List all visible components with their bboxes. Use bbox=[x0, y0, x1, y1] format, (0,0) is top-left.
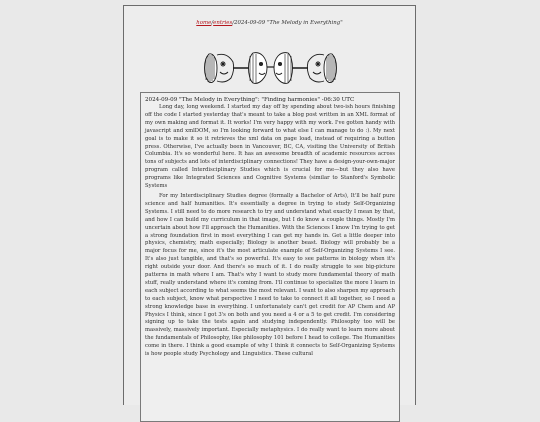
post-tag: "Finding harmonies" bbox=[261, 97, 320, 103]
blog-post bbox=[140, 92, 400, 422]
post-meta: 2024-09-09 "The Melody in Everything": "Finding harmonies" -06:30 UTC bbox=[145, 97, 355, 103]
post-title: "The Melody in Everything" bbox=[179, 97, 258, 103]
breadcrumb-separator: / bbox=[211, 20, 214, 26]
breadcrumb-home-link[interactable]: home bbox=[196, 20, 212, 26]
breadcrumb-current-title: 2024-09-09 "The Melody in Everything" bbox=[234, 20, 343, 26]
mermaid-emblem-image bbox=[203, 50, 338, 86]
breadcrumb-separator: / bbox=[232, 20, 235, 26]
page-frame bbox=[123, 5, 416, 405]
post-paragraph: Long day, long weekend. I started my day off by spending about two-ish hours finishing off the code I started yesterday that's meant to take a blog post written in an XML format of my own making and format it. It works! I'm very happy with my work. I've gotten handy with javascript and xmlDOM, so I'm looking forward to what else I can manage to do :). My next goal is to make it so it retrieves the xml data on page load, instead of requiring a button press. Otherwise, I've actually been in Vancouver, BC, CA, visiting the University of British Columbia. It's so wonderful here. It has an awesome breadth of academic resources across tons of subjects and lots of interdisciplinary connections! They have a design-your-own-major program called Interdisciplinary Studies which is crucial for me—but they also have programs like Integrated Sciences and Cognitive Systems (similar to Stanford's Symbolic Systems bbox=[145, 104, 395, 190]
post-time: -06:30 UTC bbox=[321, 97, 355, 103]
post-paragraph: For my Interdisciplinary Studies degree (formally a Bachelor of Arts), It'll be half pure science and half humanities. It's essentially a degree in trying to study Self-Organizing Systems. I still need to do more research to try and understand what exactly I mean by that, and how I can build my curriculum in that image, but I do know a couple things. Mostly I'm uncertain about how I'll approach the Humanities. With the Sciences I know I'm trying to get a strong foundation first in most everything I can get my hands in. Get a little deeper into physics, chemistry, math especially; Biology is another beast. Biology will probably be a major focus for me, since it's the most articulate example of Self-Organizing Systems I see. It's also just tangible, and that's so powerful. It's easy to see patterns in biology when it's right outside your door. And there's so much of it. I do really struggle to see big-picture patterns in math where I am. That's why I want to study more fundamental theory of math stuff, really understand where it's coming from. I'll continue to specialize the more I learn in each subject according to what seems the most relevant. I want to also sharpen my approach to each subject, know what perspective I need to take to connect it all together, so I need a strong knowledge base in everything. I unfortunately can't get credit for AP Chem and AP Physics I think, since I got 3's on both and you need a 4 or a 5 to get credit. I'm considering signing up to take the tests again and studying independently. Philosophy too will be massively, massively important. Especially metaphysics. I do really want to learn more about the fundamentals of Philosophy, like philosophy 101 before I head to college. The Humanities come in there. I think a good example of why I think it connects to Self-Organizing Systems is how people study Psychology and Linguistics. These cultural bbox=[145, 192, 395, 358]
breadcrumb bbox=[124, 20, 415, 26]
breadcrumb-entries-link[interactable]: entries bbox=[213, 20, 233, 26]
post-date: 2024-09-09 bbox=[145, 97, 178, 103]
post-body bbox=[145, 104, 395, 359]
